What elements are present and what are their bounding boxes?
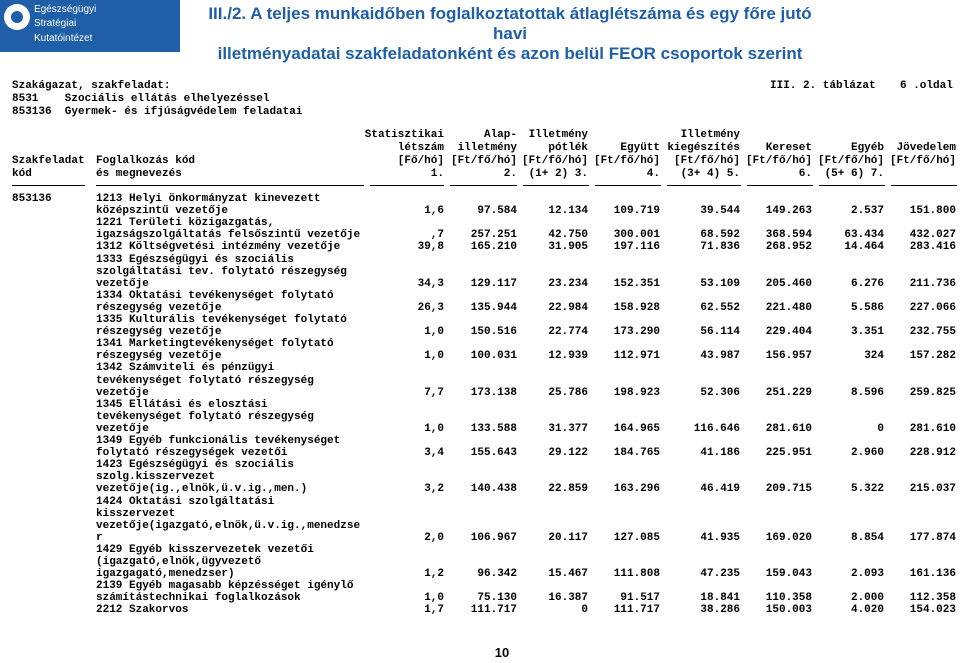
row-value-col-6: 209.715 [765, 483, 812, 496]
row-value-col-6: 225.951 [765, 447, 812, 460]
row-value-col-2: 257.251 [470, 229, 517, 242]
row-value-col-7: 8.596 [850, 386, 884, 399]
row-value-col-5: 47.235 [700, 568, 740, 581]
row-value-col-7: 14.464 [844, 241, 884, 254]
szakfeladat-code: 853136 [12, 193, 52, 205]
page-reference: 6 .oldal [900, 80, 953, 92]
row-value-col-1: 7,7 [424, 386, 444, 399]
szakfeladat-line: 853136 Gyermek- és ifjúságvédelem feladatai [12, 106, 303, 118]
row-description-line: vezetője(igazgató,elnök,ü.v.ig.,menedzse [96, 519, 361, 532]
row-value-col-2: 140.438 [470, 483, 517, 496]
row-description-line: tevékenységet folytató részegység [96, 374, 314, 387]
row-value-col-3: 22.984 [548, 301, 588, 314]
row-description-line: 1333 Egészségügyi és szociális [96, 253, 295, 266]
row-value-col-7: 3.351 [850, 326, 884, 339]
row-value-col-3: 16.387 [548, 592, 588, 605]
row-description-line: vezetője(ig.,elnök,ü.v.ig.,men.) [96, 483, 308, 496]
row-description-line: középszintű vezetője [96, 205, 229, 218]
logo-line: Kutatóintézet [34, 33, 93, 44]
row-value-col-3: 20.117 [548, 531, 588, 544]
row-description-line: szolg.kisszervezet [96, 471, 215, 484]
row-value-col-5: 71.836 [700, 241, 740, 254]
row-description-line: 1221 Területi közigazgatás, [96, 217, 275, 230]
row-description-line: 2139 Egyéb magasabb képzésséget igénylő [96, 580, 354, 593]
row-value-col-5: 56.114 [700, 326, 740, 339]
row-value-col-5: 46.419 [700, 483, 740, 496]
row-description-line: részegység vezetője [96, 350, 222, 363]
row-value-col-4: 152.351 [613, 277, 660, 290]
row-value-col-6: 169.020 [765, 531, 812, 544]
row-value-col-8: 432.027 [909, 229, 956, 242]
row-description-line: 1341 Marketingtevékenységet folytató [96, 338, 334, 351]
header-divider [12, 185, 85, 186]
row-value-col-2: 75.130 [477, 592, 517, 605]
row-value-col-2: 150.516 [470, 326, 517, 339]
row-value-col-4: 163.296 [613, 483, 660, 496]
row-description-line: 1213 Helyi önkormányzat kinevezett [96, 193, 321, 205]
row-value-col-5: 18.841 [700, 592, 740, 605]
row-value-col-6: 368.594 [765, 229, 812, 242]
logo-emblem-icon [4, 4, 30, 30]
row-value-col-4: 184.765 [613, 447, 660, 460]
row-value-col-3: 15.467 [548, 568, 588, 581]
row-value-col-6: 229.404 [765, 326, 812, 339]
col-header-szakfeladat: Szakfeladat [12, 155, 85, 167]
row-value-col-5: 38.286 [700, 604, 740, 617]
row-description-line: igazgagató,menedzser) [96, 568, 235, 581]
institute-logo [0, 0, 180, 52]
row-value-col-1: 1,2 [424, 568, 444, 581]
row-value-col-5: 41.186 [700, 447, 740, 460]
row-value-col-2: 96.342 [477, 568, 517, 581]
row-value-col-5: 39.544 [700, 205, 740, 218]
row-value-col-1: 2,0 [424, 531, 444, 544]
row-value-col-3: 29.122 [548, 447, 588, 460]
col-header-1: Statisztikai létszám [Fő/hó] 1. [364, 129, 444, 180]
row-description-line: szolgáltatási tev. folytató részegység [96, 265, 347, 278]
row-value-col-1: 1,0 [424, 422, 444, 435]
row-value-col-2: 133.588 [470, 422, 517, 435]
col-header-3: Illetmény pótlék [Ft/fő/hó] (1+ 2) 3. [521, 129, 588, 180]
col-header-8: Jövedelem [Ft/fő/hó] [889, 142, 956, 167]
row-value-col-5: 52.306 [700, 386, 740, 399]
row-value-col-7: 2.000 [850, 592, 884, 605]
row-description-line: részegység vezetője [96, 326, 222, 339]
row-value-col-6: 205.460 [765, 277, 812, 290]
szakagazat-label: Szakágazat, szakfeladat: [12, 80, 171, 92]
row-value-col-8: 161.136 [909, 568, 956, 581]
row-value-col-4: 109.719 [613, 205, 660, 218]
row-value-col-2: 100.031 [470, 350, 517, 363]
row-value-col-7: 2.537 [850, 205, 884, 218]
page-number: 10 [494, 645, 510, 660]
row-value-col-1: 34,3 [417, 277, 444, 290]
row-value-col-7: 2.960 [850, 447, 884, 460]
logo-line: Egészségügyi [34, 4, 97, 15]
row-value-col-5: 68.592 [700, 229, 740, 242]
row-value-col-7: 4.020 [850, 604, 884, 617]
row-value-col-2: 129.117 [470, 277, 517, 290]
row-value-col-7: 324 [864, 350, 884, 363]
logo-line: Stratégiai [34, 18, 77, 29]
row-value-col-7: 0 [877, 422, 884, 435]
header-divider [891, 185, 957, 186]
col-header-2: Alap- illetmény [Ft/fő/hó] 2. [450, 129, 517, 180]
row-description-line: 1312 Költségvetési intézmény vezetője [96, 241, 341, 254]
row-description-line: 1429 Egyéb kisszervezetek vezetői [96, 543, 314, 556]
row-value-col-4: 91.517 [620, 592, 660, 605]
row-value-col-3: 22.859 [548, 483, 588, 496]
row-value-col-6: 159.043 [765, 568, 812, 581]
row-value-col-5: 43.987 [700, 350, 740, 363]
header-divider [747, 185, 813, 186]
row-value-col-4: 158.928 [613, 301, 660, 314]
row-value-col-4: 300.001 [613, 229, 660, 242]
row-value-col-3: 12.134 [548, 205, 588, 218]
row-value-col-6: 149.263 [765, 205, 812, 218]
row-value-col-8: 112.358 [909, 592, 956, 605]
row-value-col-6: 251.229 [765, 386, 812, 399]
row-value-col-5: 62.552 [700, 301, 740, 314]
table-reference: III. 2. táblázat [770, 80, 876, 92]
row-value-col-8: 154.023 [909, 604, 956, 617]
row-value-col-1: 1,7 [424, 604, 444, 617]
row-value-col-4: 112.971 [613, 350, 660, 363]
row-value-col-8: 228.912 [909, 447, 956, 460]
row-description-line: vezetője [96, 277, 149, 290]
row-description-line: folytató részegységek vezetői [96, 447, 288, 460]
row-value-col-1: 26,3 [417, 301, 444, 314]
row-description-line: 1349 Egyéb funkcionális tevékenységet [96, 435, 341, 447]
row-description-line: 1345 Ellátási és elosztási [96, 398, 268, 411]
row-value-col-1: 1,0 [424, 350, 444, 363]
header-divider [96, 185, 364, 186]
row-value-col-3: 12.939 [548, 350, 588, 363]
row-value-col-6: 221.480 [765, 301, 812, 314]
row-value-col-8: 232.755 [909, 326, 956, 339]
row-value-col-1: 1,0 [424, 592, 444, 605]
header-divider [667, 185, 741, 186]
row-value-col-6: 281.610 [765, 422, 812, 435]
row-description-line: 2212 Szakorvos [96, 604, 189, 617]
row-value-col-7: 8.854 [850, 531, 884, 544]
row-value-col-8: 281.610 [909, 422, 956, 435]
row-description-line: vezetője [96, 422, 149, 435]
row-value-col-6: 156.957 [765, 350, 812, 363]
row-value-col-8: 215.037 [909, 483, 956, 496]
row-value-col-5: 116.646 [693, 422, 740, 435]
row-value-col-1: ,7 [430, 229, 444, 242]
header-divider [819, 185, 885, 186]
row-value-col-4: 197.116 [613, 241, 660, 254]
col-header-5: Illetmény kiegészítés [Ft/fő/hó] (3+ 4) 5. [667, 129, 740, 180]
row-value-col-7: 5.322 [850, 483, 884, 496]
row-description-line: 1424 Oktatási szolgáltatási [96, 495, 275, 508]
row-description-line: kisszervezet [96, 507, 176, 520]
row-value-col-2: 106.967 [470, 531, 517, 544]
row-value-col-8: 177.874 [909, 531, 956, 544]
row-value-col-6: 110.358 [765, 592, 812, 605]
title-line: III./2. A teljes munkaidőben foglalkoztatottak átlaglétszáma és egy főre jutó havi [208, 4, 812, 43]
row-description-line: tevékenységet folytató részegység [96, 410, 314, 423]
row-value-col-3: 25.786 [548, 386, 588, 399]
row-description-line: r [96, 531, 103, 544]
col-header-6: Kereset [Ft/fő/hó] 6. [745, 142, 812, 180]
col-header-kod: kód [12, 168, 32, 180]
row-description-line: számítástechnikai foglalkozások [96, 592, 301, 605]
row-value-col-7: 6.276 [850, 277, 884, 290]
row-value-col-5: 53.109 [700, 277, 740, 290]
row-value-col-8: 227.066 [909, 301, 956, 314]
row-value-col-7: 63.434 [844, 229, 884, 242]
row-description-line: 1423 Egészségügyi és szociális [96, 459, 295, 472]
szakagazat-line: 8531 Szociális ellátás elhelyezéssel [12, 93, 270, 105]
row-description-line: 1334 Oktatási tevékenységet folytató [96, 289, 334, 302]
row-description-line: részegység vezetője [96, 301, 222, 314]
row-value-col-8: 157.282 [909, 350, 956, 363]
header-divider [523, 185, 589, 186]
row-value-col-4: 173.290 [613, 326, 660, 339]
row-value-col-2: 135.944 [470, 301, 517, 314]
row-value-col-5: 41.935 [700, 531, 740, 544]
header-divider [450, 185, 517, 186]
row-value-col-4: 111.717 [613, 604, 660, 617]
row-value-col-8: 259.825 [909, 386, 956, 399]
header-banner [0, 0, 960, 63]
row-value-col-3: 31.377 [548, 422, 588, 435]
row-value-col-7: 5.586 [850, 301, 884, 314]
row-value-col-3: 23.234 [548, 277, 588, 290]
page-title [200, 4, 960, 64]
title-line: illetményadatai szakfeladatonként és azon belül FEOR csoportok szerint [217, 44, 803, 63]
row-description-line: (igazgató,elnök,ügyvezető [96, 556, 262, 568]
row-description-line: igazságszolgáltatás felsőszintű vezetője [96, 229, 361, 242]
row-value-col-1: 3,4 [424, 447, 444, 460]
row-value-col-1: 1,6 [424, 205, 444, 218]
header-divider [370, 185, 444, 186]
row-description-line: 1335 Kulturális tevékenységet folytató [96, 314, 347, 326]
row-value-col-1: 1,0 [424, 326, 444, 339]
row-description-line: vezetője [96, 386, 149, 399]
row-value-col-4: 127.085 [613, 531, 660, 544]
row-value-col-4: 198.923 [613, 386, 660, 399]
col-header-4: Együtt [Ft/fő/hó] 4. [593, 142, 660, 180]
row-value-col-3: 42.750 [548, 229, 588, 242]
row-value-col-2: 173.138 [470, 386, 517, 399]
row-value-col-2: 155.643 [470, 447, 517, 460]
col-header-megnevezes: és megnevezés [96, 168, 182, 180]
row-value-col-4: 111.808 [613, 568, 660, 581]
row-value-col-2: 165.210 [470, 241, 517, 254]
row-value-col-6: 268.952 [765, 241, 812, 254]
row-value-col-3: 31.905 [548, 241, 588, 254]
row-value-col-8: 151.800 [909, 205, 956, 218]
row-value-col-1: 39,8 [417, 241, 444, 254]
col-header-7: Egyéb [Ft/fő/hó] (5+ 6) 7. [817, 142, 884, 180]
row-value-col-4: 164.965 [613, 422, 660, 435]
row-value-col-7: 2.093 [850, 568, 884, 581]
row-description-line: 1342 Számviteli és pénzügyi [96, 362, 275, 375]
row-value-col-2: 111.717 [470, 604, 517, 617]
row-value-col-1: 3,2 [424, 483, 444, 496]
col-header-foglalkozas: Foglalkozás kód [96, 155, 196, 167]
header-divider [595, 185, 661, 186]
row-value-col-8: 283.416 [909, 241, 956, 254]
row-value-col-6: 150.003 [765, 604, 812, 617]
row-value-col-3: 0 [581, 604, 588, 617]
row-value-col-3: 22.774 [548, 326, 588, 339]
row-value-col-8: 211.736 [909, 277, 956, 290]
row-value-col-2: 97.584 [477, 205, 517, 218]
